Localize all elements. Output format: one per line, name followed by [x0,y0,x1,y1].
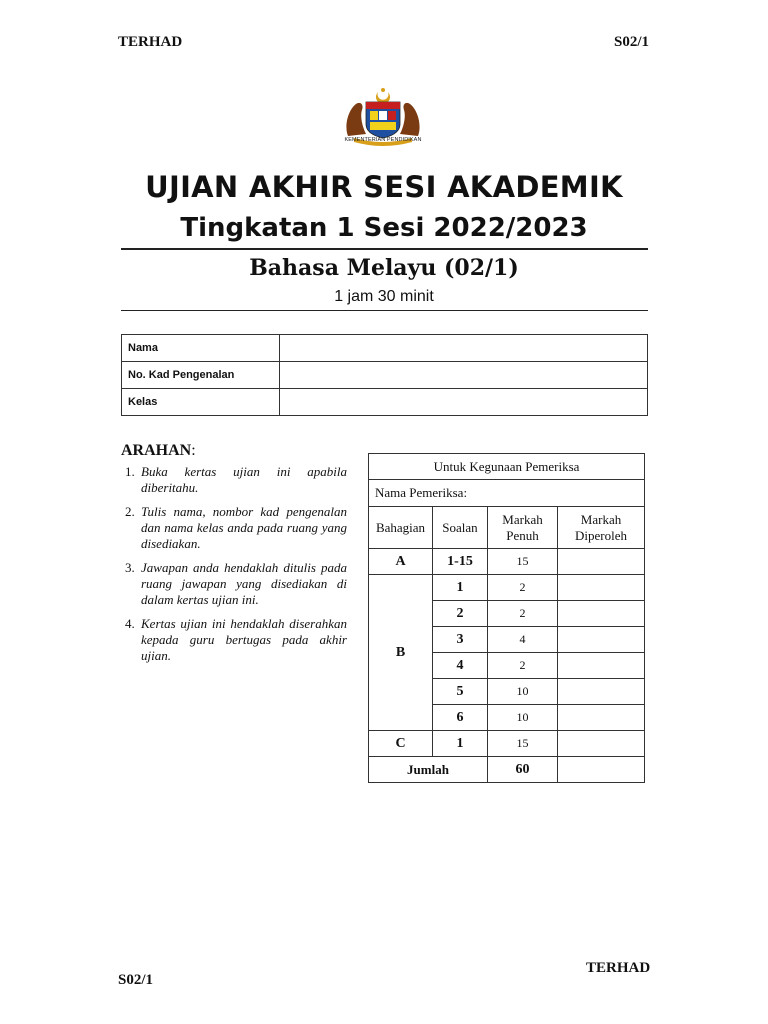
total-marks-obtained-cell[interactable] [558,757,645,783]
full-marks-cell: 15 [488,549,558,575]
exam-title: UJIAN AKHIR SESI AKADEMIK [145,170,623,204]
marks-obtained-cell[interactable] [558,705,645,731]
total-full-marks: 60 [488,757,558,783]
total-label: Jumlah [369,757,488,783]
table-row [122,389,648,416]
ic-number-field[interactable] [280,362,648,389]
marks-obtained-cell[interactable] [558,653,645,679]
header-left-label: TERHAD [118,34,183,50]
question-cell: 6 [433,705,488,731]
class-field[interactable] [280,389,648,416]
table-row [369,480,645,507]
footer-left-code: S02/1 [118,972,154,988]
name-label: Nama [122,335,280,362]
full-marks-cell: 2 [488,653,558,679]
exam-duration: 1 jam 30 minit [334,288,434,305]
subject-title: Bahasa Melayu (02/1) [249,255,519,281]
name-field[interactable] [280,335,648,362]
question-cell: 5 [433,679,488,705]
section-b-cell: B [369,575,433,731]
table-row [369,549,645,575]
table-row [122,362,648,389]
full-marks-column-header: Markah Penuh [488,507,558,549]
section-c-cell: C [369,731,433,757]
list-item: 1. Buka kertas ujian ini apabila diberitahu. [125,464,347,495]
question-cell: 3 [433,627,488,653]
exam-subtitle: Tingkatan 1 Sesi 2022/2023 [180,213,588,243]
section-column-header: Bahagian [369,507,433,549]
table-row [369,454,645,480]
table-row [369,507,645,549]
crest-caption: KEMENTERIAN PENDIDIKAN [344,137,422,143]
marks-obtained-cell[interactable] [558,575,645,601]
question-cell: 1 [433,575,488,601]
question-column-header: Soalan [433,507,488,549]
instructions-heading: ARAHAN: [121,442,196,459]
section-a-cell: A [369,549,433,575]
table-row [122,335,648,362]
instructions-list [121,464,347,672]
ic-number-label: No. Kad Pengenalan [122,362,280,389]
full-marks-cell: 10 [488,679,558,705]
subject-divider [121,310,648,311]
title-divider [121,248,648,250]
marks-obtained-cell[interactable] [558,627,645,653]
full-marks-cell: 2 [488,575,558,601]
full-marks-cell: 10 [488,705,558,731]
class-label: Kelas [122,389,280,416]
question-cell: 1-15 [433,549,488,575]
marks-obtained-column-header: Markah Diperoleh [558,507,645,549]
examiner-name-label: Nama Pemeriksa: [369,480,645,507]
examiner-use-title: Untuk Kegunaan Pemeriksa [369,454,645,480]
question-cell: 2 [433,601,488,627]
list-item: 4. Kertas ujian ini hendaklah diserahkan kepada guru bertugas pada akhir ujian. [125,616,347,663]
marks-obtained-cell[interactable] [558,731,645,757]
table-row [369,757,645,783]
header-right-code: S02/1 [614,34,650,50]
table-row [369,731,645,757]
list-item: 2. Tulis nama, nombor kad pengenalan dan nama kelas anda pada ruang yang disediakan. [125,504,347,551]
marks-obtained-cell[interactable] [558,549,645,575]
list-item: 3. Jawapan anda hendaklah ditulis pada ruang jawapan yang disediakan di dalam kertas ujian ini. [125,560,347,607]
full-marks-cell: 4 [488,627,558,653]
marks-obtained-cell[interactable] [558,679,645,705]
examiner-marking-table [368,453,645,783]
table-row [369,575,645,601]
question-cell: 1 [433,731,488,757]
full-marks-cell: 2 [488,601,558,627]
candidate-details-table [121,334,648,416]
full-marks-cell: 15 [488,731,558,757]
footer-right-label: TERHAD [586,960,651,976]
question-cell: 4 [433,653,488,679]
marks-obtained-cell[interactable] [558,601,645,627]
